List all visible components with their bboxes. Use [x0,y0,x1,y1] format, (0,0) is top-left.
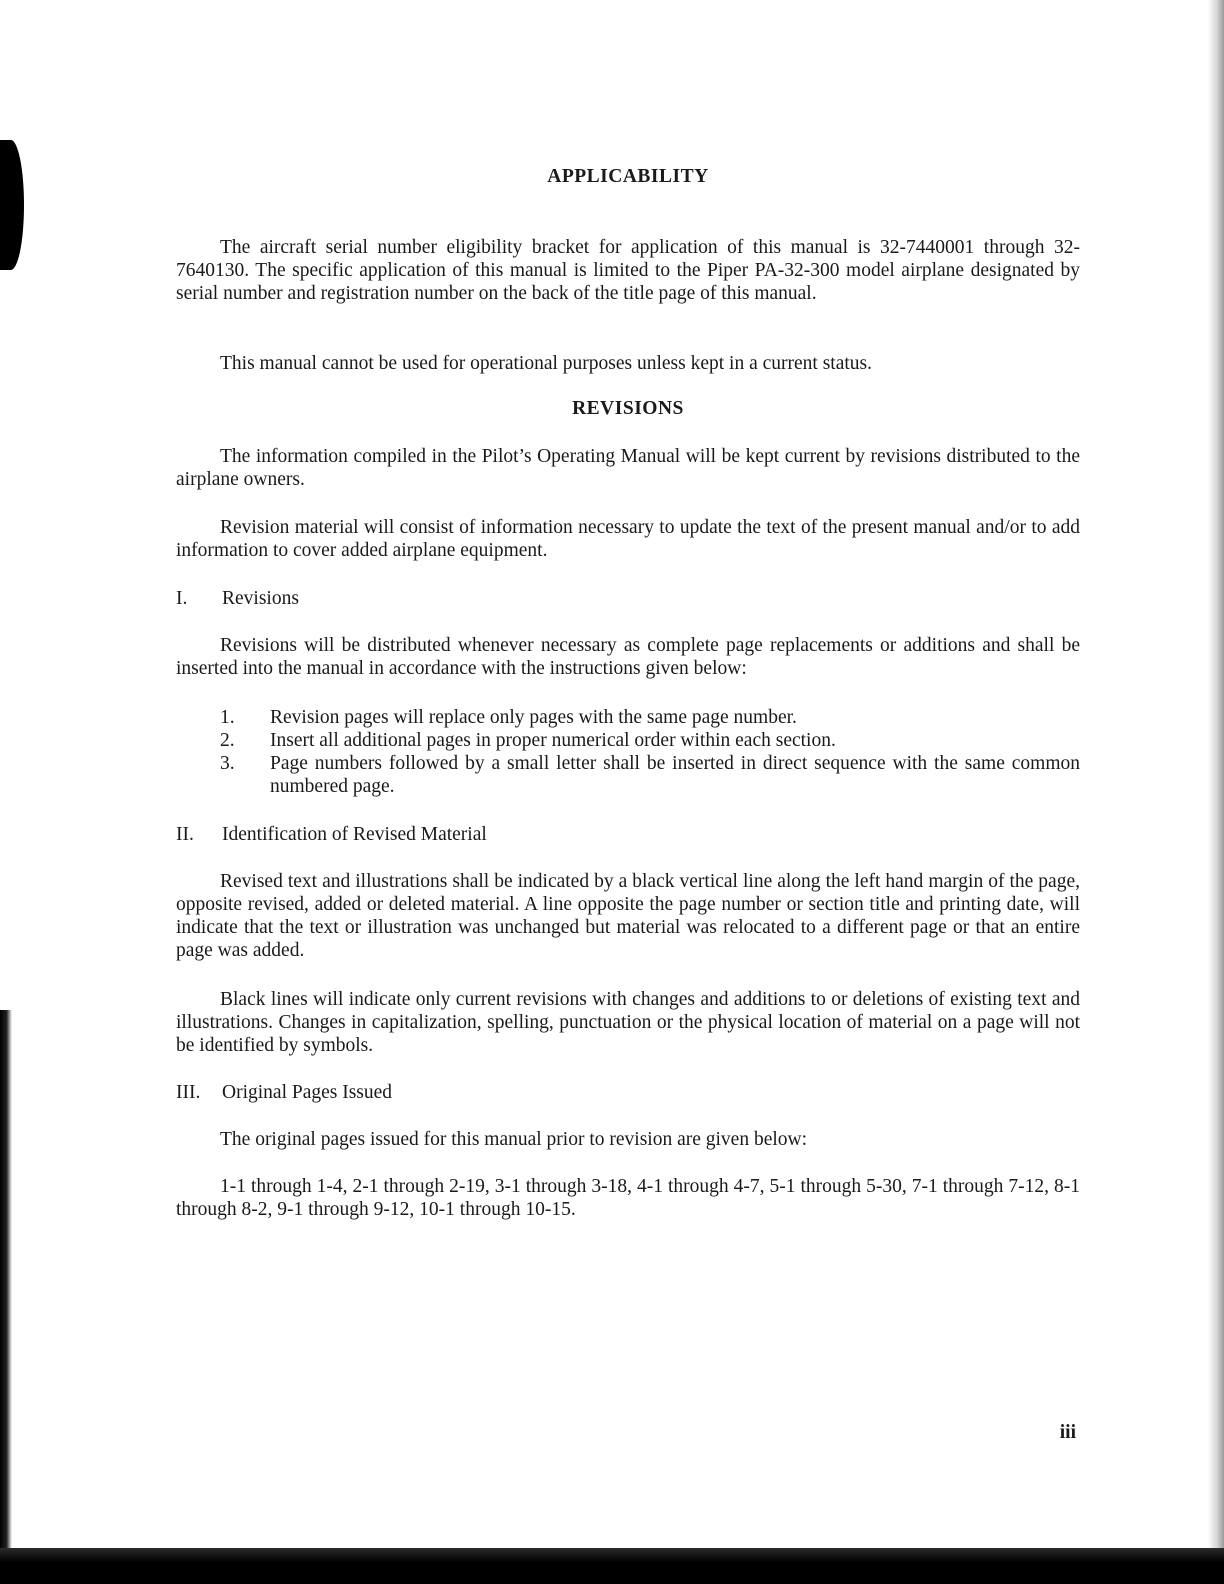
section-number: I. [176,588,188,609]
section-title: Original Pages Issued [222,1082,393,1103]
section-heading-revisions [176,587,299,610]
scan-bottom-edge [0,1548,1224,1584]
list-item: 1. Revision pages will replace only pages with the same page number. [220,707,797,728]
scan-margin-mark [0,140,24,270]
list-item: 2. Insert all additional pages in proper numerical order within each section. [220,730,836,751]
section-number: III. [176,1082,201,1103]
identification-paragraph-2: Black lines will indicate only current revisions with changes and additions to or deletions of existing text and illustrations. Changes in capitalization, spelling, punctuation or the physical location of material on a page will not be identified by symbols. [176,989,1080,1056]
list-item: 3. Page numbers followed by a small letter shall be inserted in direct sequence with the same common numbered page. [220,753,1080,797]
scan-right-edge [1208,0,1224,1584]
page-number: iii [1059,1422,1076,1443]
revisions-section-paragraph: Revisions will be distributed whenever necessary as complete page replacements or additions and shall be inserted into the manual in accordance with the instructions given below: [176,635,1080,679]
section-title: Revisions [222,588,299,609]
revisions-intro-1: The information compiled in the Pilot’s Operating Manual will be kept current by revisions distributed to the airplane owners. [176,446,1080,490]
section-number: II. [176,824,194,845]
identification-paragraph-1: Revised text and illustrations shall be indicated by a black vertical line along the left hand margin of the page, opposite revised, added or deleted material. A line opposite the page number or section title and printing date, will indicate that the text or illustration was unchanged but material was relocated to a different page or that an entire page was added. [176,871,1080,961]
revisions-intro-2: Revision material will consist of information necessary to update the text of the present manual and/or to add information to cover added airplane equipment. [176,517,1080,561]
scan-left-edge [0,1010,12,1570]
applicability-paragraph-1: The aircraft serial number eligibility bracket for application of this manual is 32-7440001 through 32-7640130. The specific application of this manual is limited to the Piper PA-32-300 model airplane designated by serial number and registration number on the back of the title page of this manual. [176,237,1080,304]
applicability-heading: APPLICABILITY [547,166,709,187]
original-pages-list: 1-1 through 1-4, 2-1 through 2-19, 3-1 through 3-18, 4-1 through 4-7, 5-1 through 5-30, 7-1 through 7-12, 8-1 through 8-2, 9-1 through 9-12, 10-1 through 10-15. [176,1176,1080,1220]
revision-instructions-list [220,706,1080,798]
section-heading-identification [176,823,487,846]
section-heading-original-pages [176,1081,392,1104]
applicability-paragraph-2: This manual cannot be used for operational purposes unless kept in a current status. [220,353,872,374]
original-pages-paragraph: The original pages issued for this manual prior to revision are given below: [220,1129,808,1150]
section-title: Identification of Revised Material [222,824,487,845]
revisions-heading: REVISIONS [572,398,684,419]
